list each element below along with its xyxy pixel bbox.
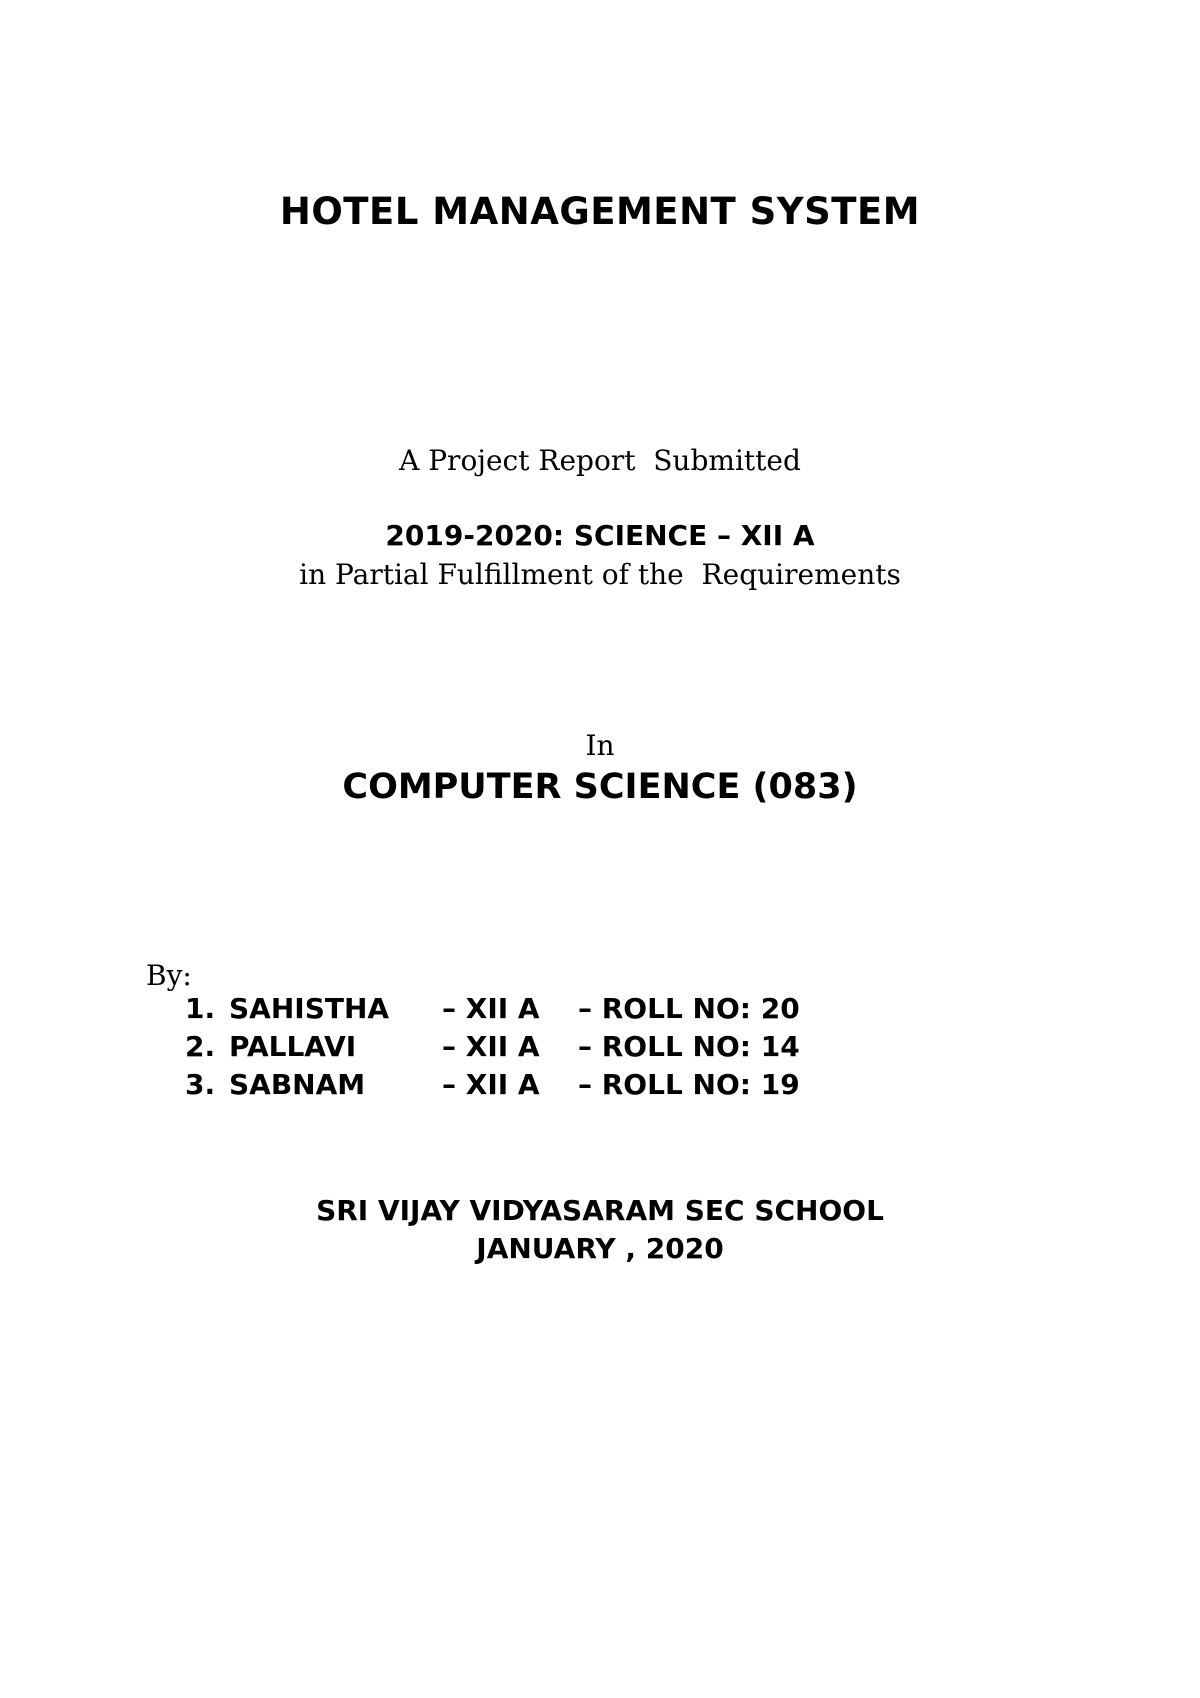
member-name: SABNAM [229, 1068, 366, 1101]
member-class: – XII A [442, 1068, 540, 1101]
by-label: By: [146, 959, 192, 992]
member-roll: – ROLL NO: 19 [578, 1068, 800, 1101]
list-item [185, 990, 800, 1028]
subject-heading: COMPUTER SCIENCE (083) [342, 767, 858, 807]
member-name: SAHISTHA [229, 992, 390, 1025]
member-number: 3. [185, 1068, 216, 1101]
subtitle-line-1: A Project Report Submitted [399, 444, 801, 477]
member-roll: – ROLL NO: 14 [578, 1030, 800, 1063]
member-number: 2. [185, 1030, 216, 1063]
submission-date: JANUARY , 2020 [476, 1232, 724, 1265]
member-name: PALLAVI [229, 1030, 357, 1063]
academic-year-line: 2019-2020: SCIENCE – XII A [385, 519, 815, 552]
in-label: In [585, 729, 615, 762]
school-name: SRI VIJAY VIDYASARAM SEC SCHOOL [316, 1194, 884, 1227]
member-class: – XII A [442, 992, 540, 1025]
member-roll: – ROLL NO: 20 [578, 992, 800, 1025]
member-list [185, 990, 800, 1104]
subtitle-line-2: in Partial Fulfillment of the Requirements [299, 558, 901, 591]
report-title: HOTEL MANAGEMENT SYSTEM [279, 190, 921, 233]
member-class: – XII A [442, 1030, 540, 1063]
list-item [185, 1028, 800, 1066]
list-item [185, 1066, 800, 1104]
member-number: 1. [185, 992, 216, 1025]
